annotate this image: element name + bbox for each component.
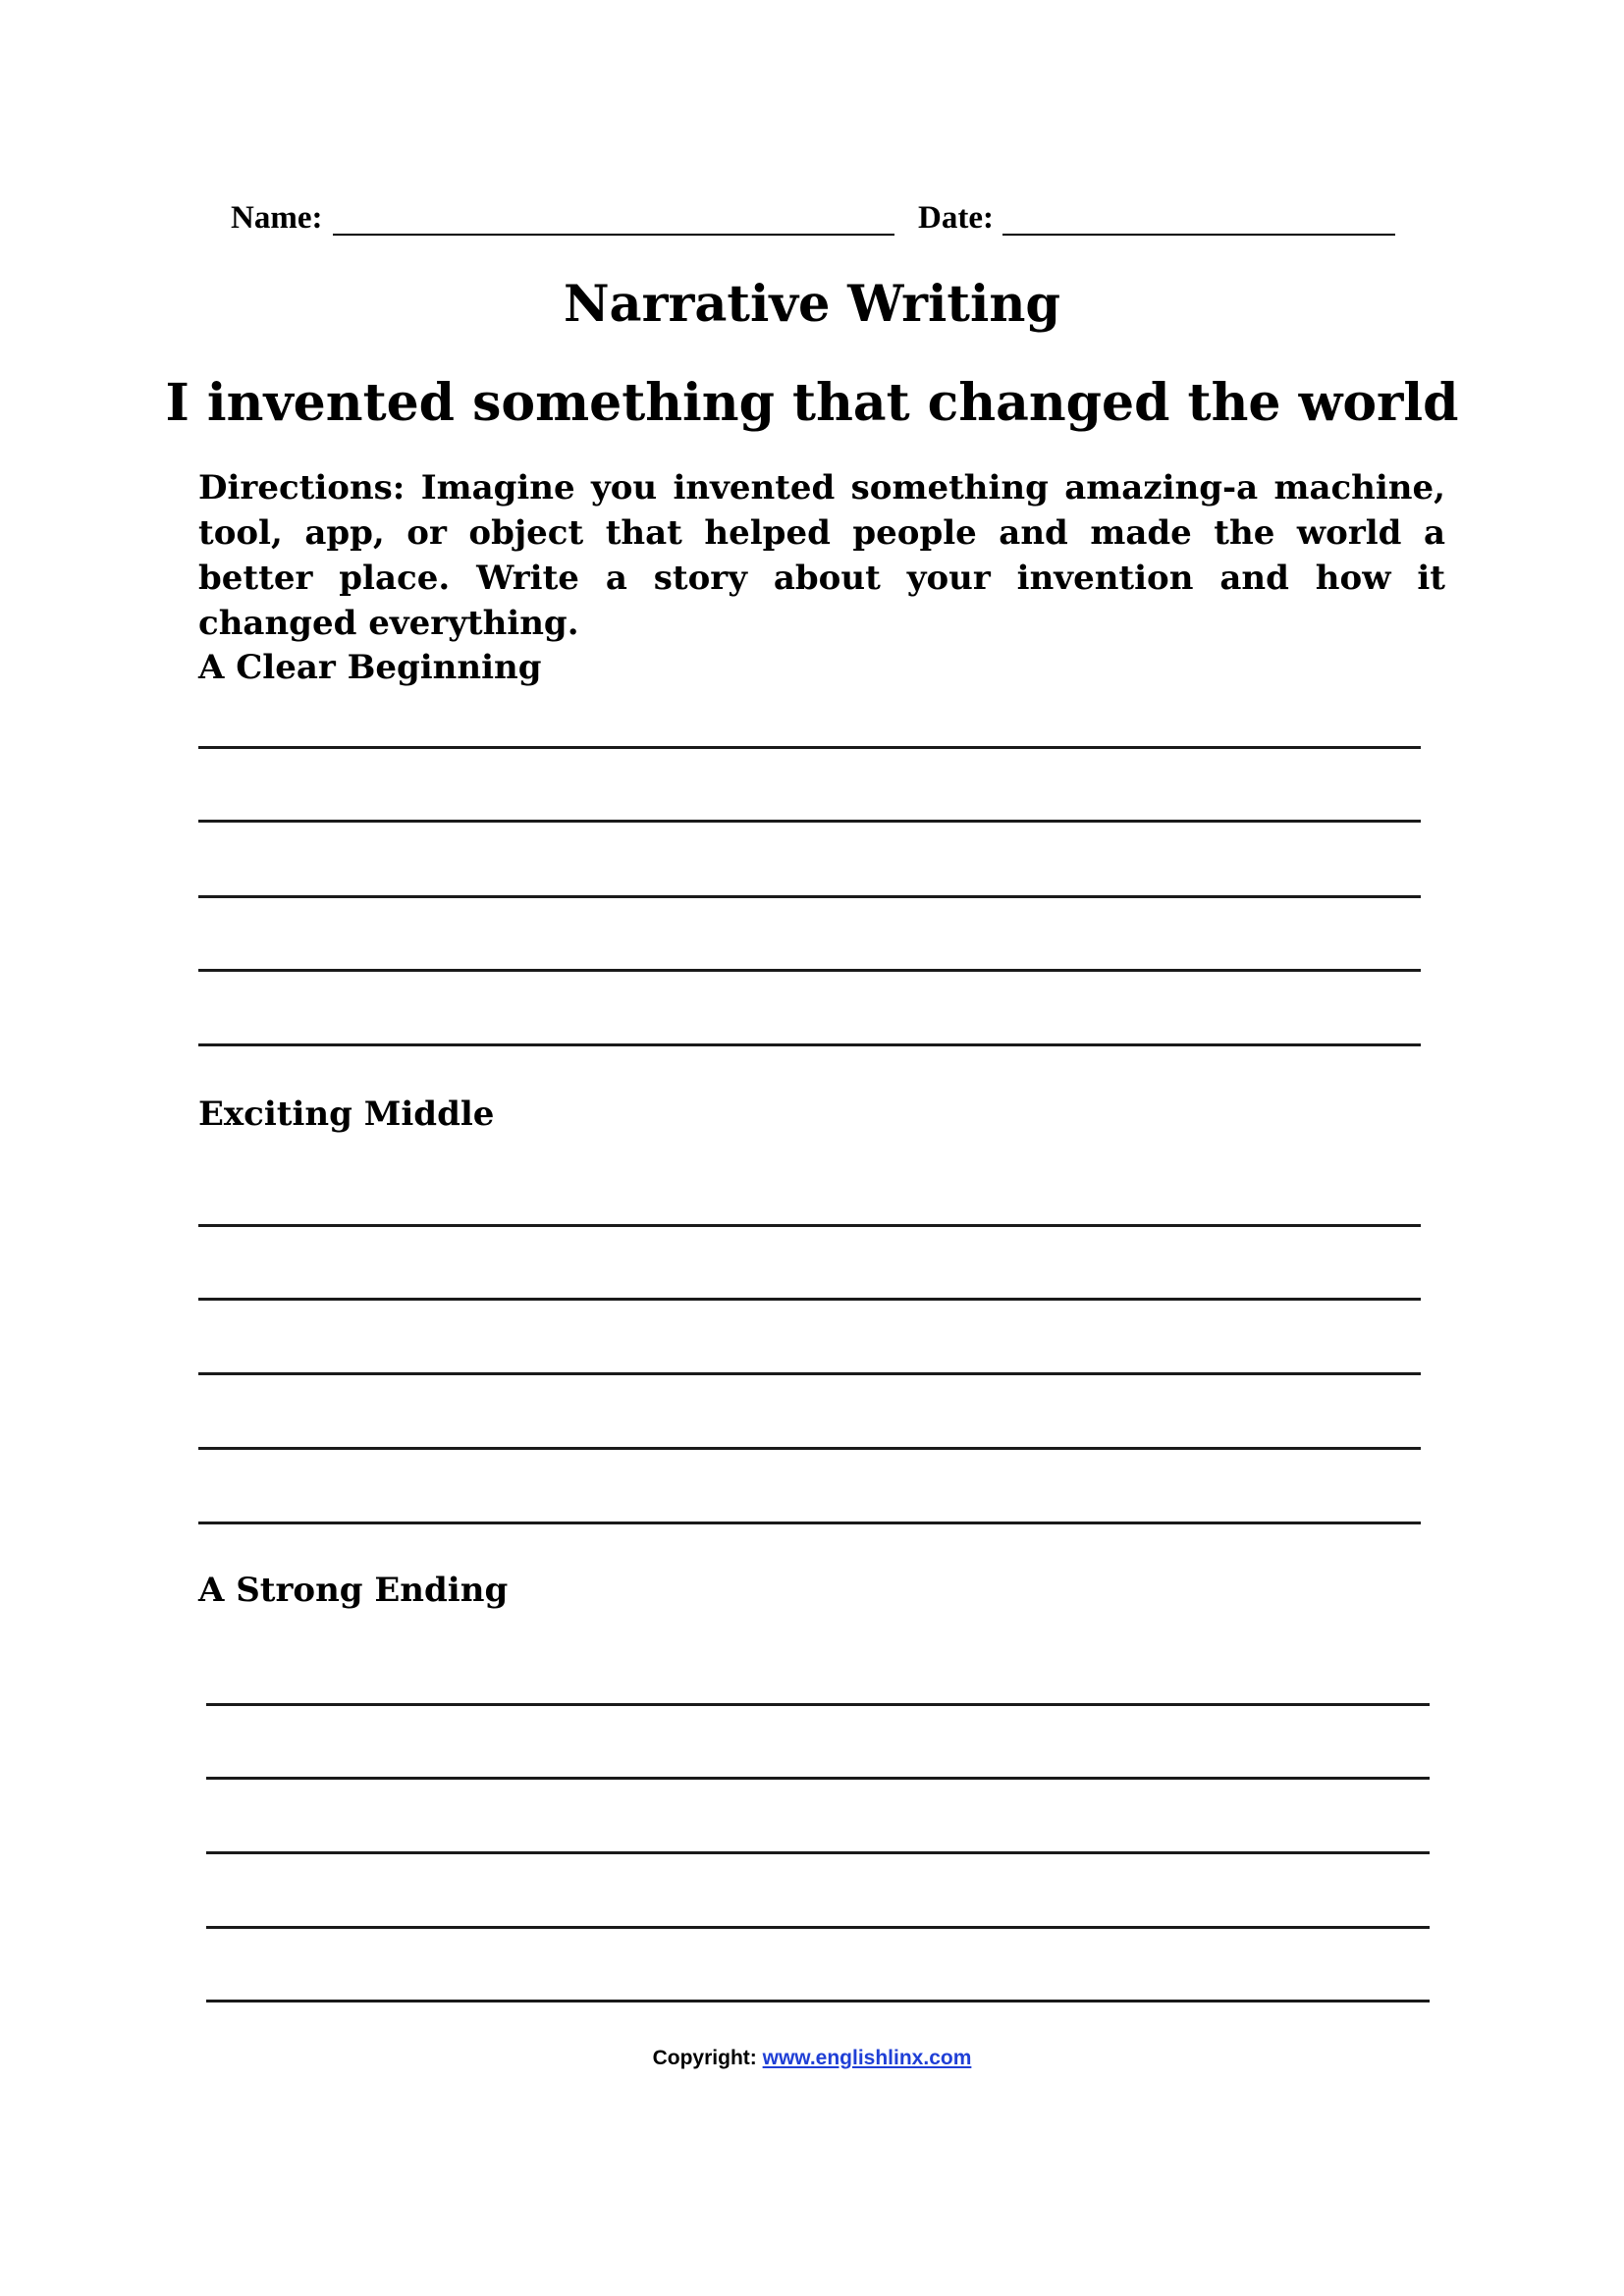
page-title: Narrative Writing — [563, 275, 1061, 334]
name-field[interactable] — [333, 234, 894, 236]
page-subtitle: I invented something that changed the world — [165, 373, 1459, 433]
writing-line[interactable] — [198, 1043, 1421, 1046]
date-label: Date: — [918, 200, 994, 236]
writing-line[interactable] — [198, 1522, 1421, 1524]
writing-line[interactable] — [198, 820, 1421, 823]
writing-line[interactable] — [198, 1447, 1421, 1450]
writing-line[interactable] — [198, 1224, 1421, 1227]
writing-line[interactable] — [206, 1777, 1430, 1780]
writing-line[interactable] — [206, 1703, 1430, 1706]
writing-line[interactable] — [198, 746, 1421, 749]
copyright-footer — [0, 2044, 1624, 2073]
section-heading-ending: A Strong Ending — [198, 1571, 509, 1610]
writing-line[interactable] — [198, 895, 1421, 898]
writing-line[interactable] — [206, 1851, 1430, 1854]
section-heading-beginning: A Clear Beginning — [198, 648, 542, 687]
directions-text: Directions: Imagine you invented something amazing-a machine, tool, app, or object that helped people and made the world a better place. Write a story about your invention and how it changed everything. — [198, 468, 1445, 643]
section-heading-middle: Exciting Middle — [198, 1095, 495, 1134]
copyright-link[interactable]: www.englishlinx.com — [762, 2047, 972, 2069]
copyright-label: Copyright: — [652, 2047, 757, 2069]
writing-line[interactable] — [198, 1298, 1421, 1301]
writing-line[interactable] — [206, 1926, 1430, 1929]
date-field[interactable] — [1002, 234, 1395, 236]
name-label: Name: — [231, 200, 323, 236]
writing-line[interactable] — [198, 969, 1421, 972]
writing-line[interactable] — [206, 2000, 1430, 2002]
writing-line[interactable] — [198, 1372, 1421, 1375]
